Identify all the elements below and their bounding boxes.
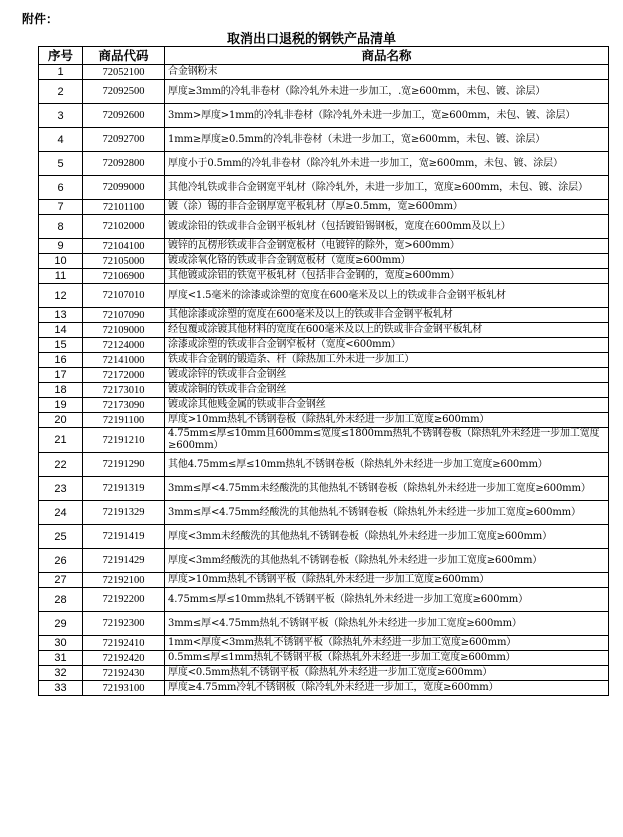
row-product-name: 厚度<3mm经酸洗的其他热轧不锈钢卷板（除热轧外未经进一步加工宽度≥600mm） bbox=[165, 549, 609, 573]
row-serial-number: 30 bbox=[39, 636, 83, 651]
row-product-code: 72107010 bbox=[83, 284, 165, 308]
table-row bbox=[39, 651, 609, 666]
row-product-name: 厚度<0.5mm热轧不锈钢平板（除热轧外未经进一步加工宽度≥600mm） bbox=[165, 666, 609, 681]
row-serial-number: 12 bbox=[39, 284, 83, 308]
row-serial-number: 9 bbox=[39, 239, 83, 254]
row-product-name: 镀或涂锌的铁或非合金钢丝 bbox=[165, 368, 609, 383]
row-product-code: 72141000 bbox=[83, 353, 165, 368]
row-product-name: 厚度<3mm未经酸洗的其他热轧不锈钢卷板（除热轧外未经进一步加工宽度≥600mm） bbox=[165, 525, 609, 549]
row-serial-number: 1 bbox=[39, 65, 83, 80]
row-serial-number: 4 bbox=[39, 128, 83, 152]
row-product-code: 72192100 bbox=[83, 573, 165, 588]
row-product-code: 72192430 bbox=[83, 666, 165, 681]
header-serial-number: 序号 bbox=[39, 47, 83, 65]
attachment-label: 附件： bbox=[22, 12, 59, 26]
row-serial-number: 6 bbox=[39, 176, 83, 200]
row-serial-number: 20 bbox=[39, 413, 83, 428]
document-title: 取消出口退税的钢铁产品清单 bbox=[226, 32, 396, 47]
table-row bbox=[39, 428, 609, 453]
row-product-name: 其他涂漆或涂塑的宽度在600毫米及以上的铁或非合金钢平板轧材 bbox=[165, 308, 609, 323]
row-product-code: 72092500 bbox=[83, 80, 165, 104]
row-product-name: 其他镀或涂铝的铁宽平板轧材（包括非合金钢的，宽度≥600mm） bbox=[165, 269, 609, 284]
row-product-code: 72191419 bbox=[83, 525, 165, 549]
row-product-name: 镀或涂氧化铬的铁或非合金钢宽板材（宽度≥600mm） bbox=[165, 254, 609, 269]
table-row bbox=[39, 477, 609, 501]
table-row bbox=[39, 353, 609, 368]
row-product-code: 72193100 bbox=[83, 681, 165, 696]
row-serial-number: 2 bbox=[39, 80, 83, 104]
table-row bbox=[39, 338, 609, 353]
row-serial-number: 19 bbox=[39, 398, 83, 413]
row-product-name: 厚度>10mm热轧不锈钢平板（除热轧外未经进一步加工宽度≥600mm） bbox=[165, 573, 609, 588]
table-row bbox=[39, 368, 609, 383]
row-serial-number: 7 bbox=[39, 200, 83, 215]
row-serial-number: 32 bbox=[39, 666, 83, 681]
row-product-name: 厚度≥4.75mm冷轧不锈钢板（除冷轧外未经进一步加工，宽度≥600mm） bbox=[165, 681, 609, 696]
row-product-code: 72107090 bbox=[83, 308, 165, 323]
row-product-name: 铁或非合金钢的锻造条、杆（除热加工外未进一步加工） bbox=[165, 353, 609, 368]
table-row bbox=[39, 413, 609, 428]
table-row bbox=[39, 128, 609, 152]
row-serial-number: 31 bbox=[39, 651, 83, 666]
table-row bbox=[39, 152, 609, 176]
header-product-code: 商品代码 bbox=[83, 47, 165, 65]
table-row bbox=[39, 453, 609, 477]
row-product-code: 72191290 bbox=[83, 453, 165, 477]
table-row bbox=[39, 176, 609, 200]
row-serial-number: 3 bbox=[39, 104, 83, 128]
row-product-name: 3mm≤厚<4.75mm经酸洗的其他热轧不锈钢卷板（除热轧外未经进一步加工宽度≥600mm） bbox=[165, 501, 609, 525]
table-row bbox=[39, 612, 609, 636]
table-row bbox=[39, 681, 609, 696]
row-product-name: 1mm<厚度<3mm热轧不锈钢平板（除热轧外未经进一步加工宽度≥600mm） bbox=[165, 636, 609, 651]
row-product-code: 72191319 bbox=[83, 477, 165, 501]
row-product-name: 镀或涂其他贱金属的铁或非合金钢丝 bbox=[165, 398, 609, 413]
table-row bbox=[39, 323, 609, 338]
row-serial-number: 16 bbox=[39, 353, 83, 368]
row-product-code: 72191329 bbox=[83, 501, 165, 525]
header-product-name: 商品名称 bbox=[165, 47, 609, 65]
row-serial-number: 27 bbox=[39, 573, 83, 588]
row-product-code: 72192410 bbox=[83, 636, 165, 651]
table-header-row bbox=[39, 47, 609, 65]
table-row bbox=[39, 383, 609, 398]
row-product-name: 镀或涂铜的铁或非合金钢丝 bbox=[165, 383, 609, 398]
row-product-code: 72173090 bbox=[83, 398, 165, 413]
row-serial-number: 26 bbox=[39, 549, 83, 573]
row-product-code: 72191210 bbox=[83, 428, 165, 453]
row-product-name: 1mm≥厚度≥0.5mm的冷轧非卷材（未进一步加工，宽≥600mm，未包、镀、涂层） bbox=[165, 128, 609, 152]
row-product-name: 厚度小于0.5mm的冷轧非卷材（除冷轧外未进一步加工，宽≥600mm，未包、镀、涂层） bbox=[165, 152, 609, 176]
row-serial-number: 28 bbox=[39, 588, 83, 612]
row-serial-number: 21 bbox=[39, 428, 83, 453]
row-serial-number: 13 bbox=[39, 308, 83, 323]
row-product-code: 72092600 bbox=[83, 104, 165, 128]
row-product-name: 0.5mm≤厚≤1mm热轧不锈钢平板（除热轧外未经进一步加工宽度≥600mm） bbox=[165, 651, 609, 666]
row-serial-number: 22 bbox=[39, 453, 83, 477]
row-serial-number: 5 bbox=[39, 152, 83, 176]
row-serial-number: 33 bbox=[39, 681, 83, 696]
row-product-name: 厚度>10mm热轧不锈钢卷板（除热轧外未经进一步加工宽度≥600mm） bbox=[165, 413, 609, 428]
table-row bbox=[39, 80, 609, 104]
row-product-code: 72192200 bbox=[83, 588, 165, 612]
row-product-code: 72173010 bbox=[83, 383, 165, 398]
table-row bbox=[39, 215, 609, 239]
table-row bbox=[39, 284, 609, 308]
table-row bbox=[39, 254, 609, 269]
row-product-name: 3mm>厚度>1mm的冷轧非卷材（除冷轧外未进一步加工，宽≥600mm，未包、镀、涂层） bbox=[165, 104, 609, 128]
row-product-code: 72191429 bbox=[83, 549, 165, 573]
product-list-table bbox=[38, 46, 609, 696]
row-serial-number: 15 bbox=[39, 338, 83, 353]
table-row bbox=[39, 501, 609, 525]
row-product-code: 72106900 bbox=[83, 269, 165, 284]
row-product-name: 厚度≥3mm的冷轧非卷材（除冷轧外未进一步加工，.宽≥600mm，未包、镀、涂层） bbox=[165, 80, 609, 104]
table-row bbox=[39, 239, 609, 254]
row-product-code: 72109000 bbox=[83, 323, 165, 338]
row-product-code: 72101100 bbox=[83, 200, 165, 215]
row-product-code: 72124000 bbox=[83, 338, 165, 353]
row-serial-number: 23 bbox=[39, 477, 83, 501]
row-product-name: 镀或涂铅的铁或非合金钢平板轧材（包括镀铅锡钢板，宽度在600mm及以上） bbox=[165, 215, 609, 239]
row-product-code: 72092800 bbox=[83, 152, 165, 176]
table-row bbox=[39, 269, 609, 284]
row-product-name: 4.75mm≤厚≤10mm热轧不锈钢平板（除热轧外未经进一步加工宽度≥600mm） bbox=[165, 588, 609, 612]
row-serial-number: 14 bbox=[39, 323, 83, 338]
row-product-code: 72105000 bbox=[83, 254, 165, 269]
row-product-name: 经包覆或涂镀其他材料的宽度在600毫米及以上的铁或非合金钢平板轧材 bbox=[165, 323, 609, 338]
row-product-code: 72052100 bbox=[83, 65, 165, 80]
row-product-name: 厚度<1.5毫米的涂漆或涂塑的宽度在600毫米及以上的铁或非合金钢平板轧材 bbox=[165, 284, 609, 308]
row-product-code: 72192420 bbox=[83, 651, 165, 666]
table-row bbox=[39, 65, 609, 80]
table-row bbox=[39, 549, 609, 573]
row-product-name: 3mm≤厚<4.75mm热轧不锈钢平板（除热轧外未经进一步加工宽度≥600mm） bbox=[165, 612, 609, 636]
row-serial-number: 11 bbox=[39, 269, 83, 284]
row-product-name: 涂漆或涂塑的铁或非合金钢窄板材（宽度<600mm） bbox=[165, 338, 609, 353]
row-serial-number: 10 bbox=[39, 254, 83, 269]
row-product-name: 镀锌的瓦楞形铁或非合金钢宽板材（电镀锌的除外，宽>600mm） bbox=[165, 239, 609, 254]
row-serial-number: 18 bbox=[39, 383, 83, 398]
table-row bbox=[39, 398, 609, 413]
row-product-code: 72191100 bbox=[83, 413, 165, 428]
table-row bbox=[39, 573, 609, 588]
row-product-name: 其他4.75mm≤厚≤10mm热轧不锈钢卷板（除热轧外未经进一步加工宽度≥600mm） bbox=[165, 453, 609, 477]
row-product-name: 其他冷轧铁或非合金钢宽平轧材（除冷轧外，未进一步加工，宽度≥600mm，未包、镀、涂层） bbox=[165, 176, 609, 200]
row-product-name: 3mm≤厚<4.75mm未经酸洗的其他热轧不锈钢卷板（除热轧外未经进一步加工宽度≥600mm） bbox=[165, 477, 609, 501]
row-product-code: 72099000 bbox=[83, 176, 165, 200]
row-serial-number: 29 bbox=[39, 612, 83, 636]
row-serial-number: 25 bbox=[39, 525, 83, 549]
table-row bbox=[39, 525, 609, 549]
row-product-name: 镀（涂）锡的非合金钢厚宽平板轧材（厚≥0.5mm，宽≥600mm） bbox=[165, 200, 609, 215]
row-product-name: 合金钢粉末 bbox=[165, 65, 609, 80]
table-body bbox=[39, 65, 609, 696]
table-row bbox=[39, 588, 609, 612]
row-product-name: 4.75mm≤厚≤10mm且600mm≤宽度≤1800mm热轧不锈钢卷板（除热轧外未经进一步加工宽度≥600mm） bbox=[165, 428, 609, 453]
row-product-code: 72192300 bbox=[83, 612, 165, 636]
table-row bbox=[39, 636, 609, 651]
table-row bbox=[39, 200, 609, 215]
row-product-code: 72102000 bbox=[83, 215, 165, 239]
table-row bbox=[39, 104, 609, 128]
table-row bbox=[39, 308, 609, 323]
row-product-code: 72172000 bbox=[83, 368, 165, 383]
row-serial-number: 17 bbox=[39, 368, 83, 383]
row-product-code: 72104100 bbox=[83, 239, 165, 254]
row-serial-number: 24 bbox=[39, 501, 83, 525]
table-row bbox=[39, 666, 609, 681]
row-serial-number: 8 bbox=[39, 215, 83, 239]
row-product-code: 72092700 bbox=[83, 128, 165, 152]
